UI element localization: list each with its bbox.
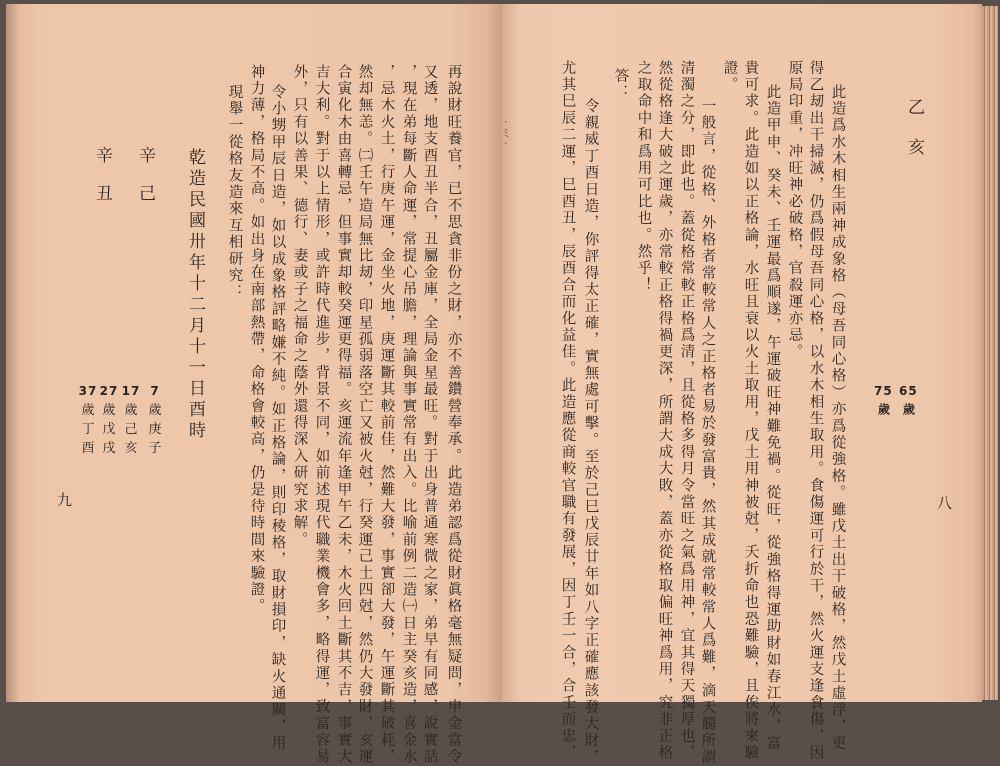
luck-stem: 己 bbox=[124, 422, 138, 437]
text-column: ，現在弟每斷人命運，常提心吊膽，理論與事實常有出入。比喻前例二造㈠日主癸亥造，喜金水 bbox=[400, 64, 417, 766]
luck-branch: 子 bbox=[148, 441, 162, 456]
text-column: 令親威丁酉日造，你評得太正確，實無處可擊。至於己巳戊辰廿年如八字正確應該發大財， bbox=[582, 98, 599, 766]
luck-pillar-7 bbox=[146, 382, 164, 458]
chart-pillar-stem: 辛 bbox=[135, 146, 155, 179]
luck-unit: 歲 bbox=[124, 403, 138, 418]
text-column: 又透，地支酉丑半合，丑屬金庫，全局金星最旺。對于出身普通寒微之家，弟早有同感，說實話 bbox=[421, 64, 438, 766]
text-column: 原局印重，冲旺神必破格，官殺運亦忌。 bbox=[786, 60, 803, 361]
text-column: 貴可求。此造如以正格論，水旺且衰以火土取用，戊土用神被尅，夭折命也恐難驗，且俟將來驗 bbox=[742, 60, 759, 762]
text-column: 此造爲水木相生兩神成象格（母吾同心格）亦爲從強格。雖戊土出干破格，然戊土虛浮，更 bbox=[829, 84, 846, 752]
age-unit: 歲 bbox=[901, 403, 916, 417]
luck-age: 37 bbox=[78, 384, 98, 398]
text-column: 然却無恙。㈡壬午造局無比刼，印星孤弱落空亡又被火尅，行癸運己土四尅，然仍大發財，亥運 bbox=[356, 64, 373, 766]
page-edges bbox=[982, 6, 998, 700]
luck-unit: 歲 bbox=[148, 403, 162, 418]
chart-title: 乾造民國卅年十二月十一日酉時 bbox=[185, 148, 205, 442]
text-column: 一般言，從格、外格者常較常人之正格者易於發富貴，然其成就常較常人爲難，滴天髓所謂 bbox=[699, 98, 716, 766]
luck-unit: 歲 bbox=[81, 403, 95, 418]
text-column: 吉大利。對于以上情形，或許時代進步，背景不同，如前述現代職業機會多，略得運，致富容易 bbox=[313, 64, 330, 766]
pillar-branch: 亥 bbox=[904, 138, 924, 163]
luck-branch: 戌 bbox=[102, 441, 116, 456]
text-column: 之取命中和爲用可比也。然乎！ bbox=[635, 60, 652, 294]
luck-pillar-17 bbox=[121, 382, 141, 458]
age-value: 75 bbox=[874, 384, 893, 398]
text-column: 然從格逢大破之運歲，亦常較正格得禍更深，所謂大成大敗，蓋亦從格取偏旺神爲用，究非正格 bbox=[656, 60, 673, 762]
text-column: 再說財旺養官，已不思貪非份之財，亦不善鑽營奉承。此造弟認爲從財眞格毫無疑問，申金當令 bbox=[445, 64, 462, 766]
text-column: 證。 bbox=[721, 60, 738, 94]
answer-label: 答： bbox=[612, 68, 629, 102]
text-column: 清濁之分，即此也。蓋從格常較正格爲清，且從格多得月令當旺之氣爲用神，宜其得天獨厚也， bbox=[678, 60, 695, 762]
text-column: 得乙刼出干掃滅，仍爲假母吾同心格，以水木相生取用。食傷運可行於干，然火運支逢食傷，因 bbox=[807, 60, 824, 762]
chart-pillar-branch: 己 bbox=[135, 184, 155, 217]
text-column: 外，只有以善果、德行、妻或子之福命之蔭外還得深入研究求解。 bbox=[291, 64, 308, 549]
chart-pillar-stem: 辛 bbox=[92, 146, 112, 179]
age-65 bbox=[899, 384, 918, 416]
luck-pillar-27 bbox=[99, 382, 119, 458]
page-number-left: 九 bbox=[57, 491, 73, 509]
age-value: 65 bbox=[899, 384, 918, 398]
luck-stem: 庚 bbox=[148, 422, 162, 437]
text-column: 合寅化木由喜轉忌，但事實却較癸運更得福。亥運流年逢甲午乙未，木火回土斷其不吉，事實大 bbox=[335, 64, 352, 766]
chart-pillar-branch: 丑 bbox=[92, 184, 112, 217]
pillar-stem: 乙 bbox=[904, 98, 924, 123]
luck-stem: 戊 bbox=[102, 422, 116, 437]
text-column: 此造甲申、癸未、壬運最爲順遂，午運破旺神難免禍。從旺，從強格得運助財如春江水，富 bbox=[764, 84, 781, 752]
luck-pillar-37 bbox=[78, 382, 98, 458]
luck-stem: 丁 bbox=[81, 422, 95, 437]
luck-age: 17 bbox=[121, 384, 141, 398]
luck-age: 7 bbox=[150, 384, 160, 398]
text-column: 現舉一從格友造來互相研究： bbox=[226, 84, 243, 302]
page-number-right: 八 bbox=[937, 494, 953, 512]
luck-branch: 亥 bbox=[124, 441, 138, 456]
gutter-mark: · ミ · bbox=[499, 120, 512, 145]
age-75 bbox=[874, 384, 893, 416]
text-column: ，忌木火土，行庚午運，金坐火地，庚運斷其較前佳，然難大發，事實卻大發，午運斷其破耗， bbox=[378, 64, 395, 766]
text-column: 尤其巳辰二運，巳酉丑，辰酉合而化益佳。此造應從商較官職有發展，因丁壬一合，合壬而忠， bbox=[559, 60, 576, 762]
luck-branch: 酉 bbox=[81, 441, 95, 456]
luck-age: 27 bbox=[99, 384, 119, 398]
luck-unit: 歲 bbox=[102, 403, 116, 418]
age-unit: 歲 bbox=[876, 403, 891, 417]
text-column: 令小甥甲辰日造，如以成象格評略嫌不純。如正格論，則印稜格，取財損印，缺火通關，用 bbox=[269, 84, 286, 752]
text-column: 神力薄，格局不高。如出身在南部熱帶，命格會較高，仍是待時間來驗證。 bbox=[248, 64, 265, 616]
